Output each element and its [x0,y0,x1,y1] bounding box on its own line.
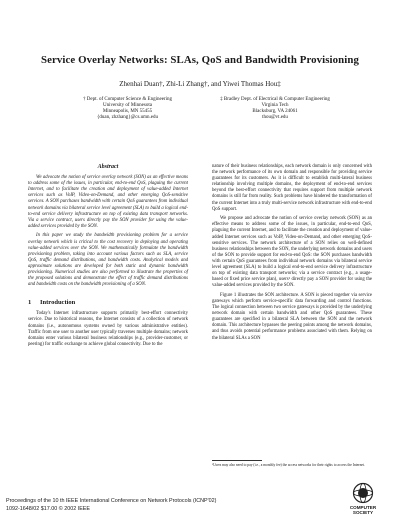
paper-title: Service Overlay Networks: SLAs, QoS and Bandwidth Provisioning [41,54,359,66]
affiliation-line: Minneapolis, MN 55455 [102,109,153,115]
logo-text-line: SOCIETY [352,510,374,515]
computer-society-logo [343,482,383,516]
proceedings-footer [6,498,216,513]
logo-text-line: COMPUTER [349,505,377,510]
abstract-heading: Abstract [97,164,119,170]
right-column [212,164,372,345]
abstract-paragraph: In this paper we study the bandwidth provisioning problem for a service overlay network which is critical to the cost recovery in deploying and operating value-added services over the SON. We mathematically formulate the bandwidth provisioning problem, taking into account various factors such as SLA, service QoS, traffic demand distributions, and bandwidth costs. Analytical models and approximate solutions are developed for both static and dynamic bandwidth provisioning. Numerical studies are also performed to illustrate the properties of the proposed solutions and demonstrate the effect of traffic demand distributions and bandwidth costs on the bandwidth provisioning of a SON. [28,233,188,288]
body-paragraph: Figure 1 illustrates the SON architecture. A SON is pieced together via service gateways which perform service-specific data forwarding and control functions. The logical connection between two service gateways is provided by the underlying network domain with certain bandwidth and other QoS guarantees. These guarantees are specified in a bilateral SLA between the SON and the network domain. This architecture bypasses the peering points among the network domains, and thus avoids potential performance problems associated with them. Relying on the bilateral SLAs a SON [212,292,372,341]
proceedings-line: Proceedings of the 10 th IEEE International Conference on Network Protocols (ICNP'02) [6,498,217,504]
ieee-logo-icon [343,482,383,504]
footnote-rule [212,460,262,461]
abstract [28,175,188,288]
section-heading [28,300,188,306]
issn-line: 1092-1648/02 $17.00 © 2002 IEEE [6,505,90,512]
abstract-paragraph: We advocate the notion of service overlay network (SON) as an effective means to address some of the issues, in particular, end-to-end QoS, plaguing the current Internet, and to facilitate the creation and deployment of value-added Internet services such as VoIP, Video-on-Demand, and other emerging QoS-sensitive services. A SON purchases bandwidth with certain QoS guarantees from individual network domains via bilateral service level agreement (SLA) to build a logical end-to-end service delivery infrastructure on top of existing data transport networks. Via a service contract, users directly pay the SON provider for using the value-added services provided by the SON. [28,175,188,229]
left-column [28,164,188,351]
footnote: ¹Users may also need to pay (i.e., a monthly fee) the access networks for their rights to access the Internet. [212,463,365,467]
affiliation-line: University of Minnesota [103,103,152,109]
affiliation-virginia-tech [205,97,345,121]
affiliation-line: † Dept. of Computer Science & Engineering [82,97,172,102]
section-title: Introduction [40,299,76,307]
author-list: Zhenhai Duan†, Zhi-Li Zhang†, and Yiwei Thomas Hou‡ [119,80,281,88]
affiliation-email[interactable]: thou@vt.edu [262,115,288,121]
affiliation-minnesota [55,97,200,121]
body-paragraph: Today's Internet infrastructure supports primarily best-effort connectivity service. Due to historical reasons, the Internet consists of a collection of network domains (i.e., autonomous systems owned by various administrative entities). Traffic from one user to another user typically traverses multiple domains; network domains enter various bilateral business relationships (e.g., provider-customer, or peering) for traffic exchange to achieve global connectivity. Due to the [28,311,188,347]
body-paragraph: We propose and advocate the notion of service overlay network (SON) as an effective means to address some of the issues, in particular, end-to-end QoS, plaguing the current Internet, and to facilitate the creation and deployment of value-added Internet services such as VoIP, Video-on-Demand, and other emerging QoS-sensitive services. The network architecture of a SON relies on well-defined business relationships between the SON, the underlying network domains and users of the SON to provide support for end-to-end QoS: the SON purchases bandwidth with certain QoS guarantees from individual network domains via bilateral service level agreement (SLA) to build a logical end-to-end service delivery infrastructure on top of existing data transport networks; via a service contract (e.g., a usage-based or fixed price service plan), users¹ directly pay a SON provider for using the value-added services provided by the SON. [212,216,372,289]
section-number: 1 [28,299,32,307]
affiliation-email[interactable]: {duan, zhzhang}@cs.umn.edu [96,115,159,121]
body-paragraph: nature of their business relationships, each network domain is only concerned with the network performance of its own domain and responsible for providing service guarantees for its customers. As it is difficult to establish multi-lateral business relationship involving multiple domains, the deployment of end-to-end services beyond the best-effort connectivity that requires support from multiple network domains is still far from reality. Such problems have hindered the transformation of the current Internet into a truly multi-service network infrastructure with end-to-end QoS support. [212,164,372,212]
affiliation-line: Virginia Tech [261,103,289,109]
affiliation-line: Blacksburg, VA 24061 [252,109,298,115]
affiliation-line: ‡ Bradley Dept. of Electrical & Computer Engineering [220,97,330,102]
